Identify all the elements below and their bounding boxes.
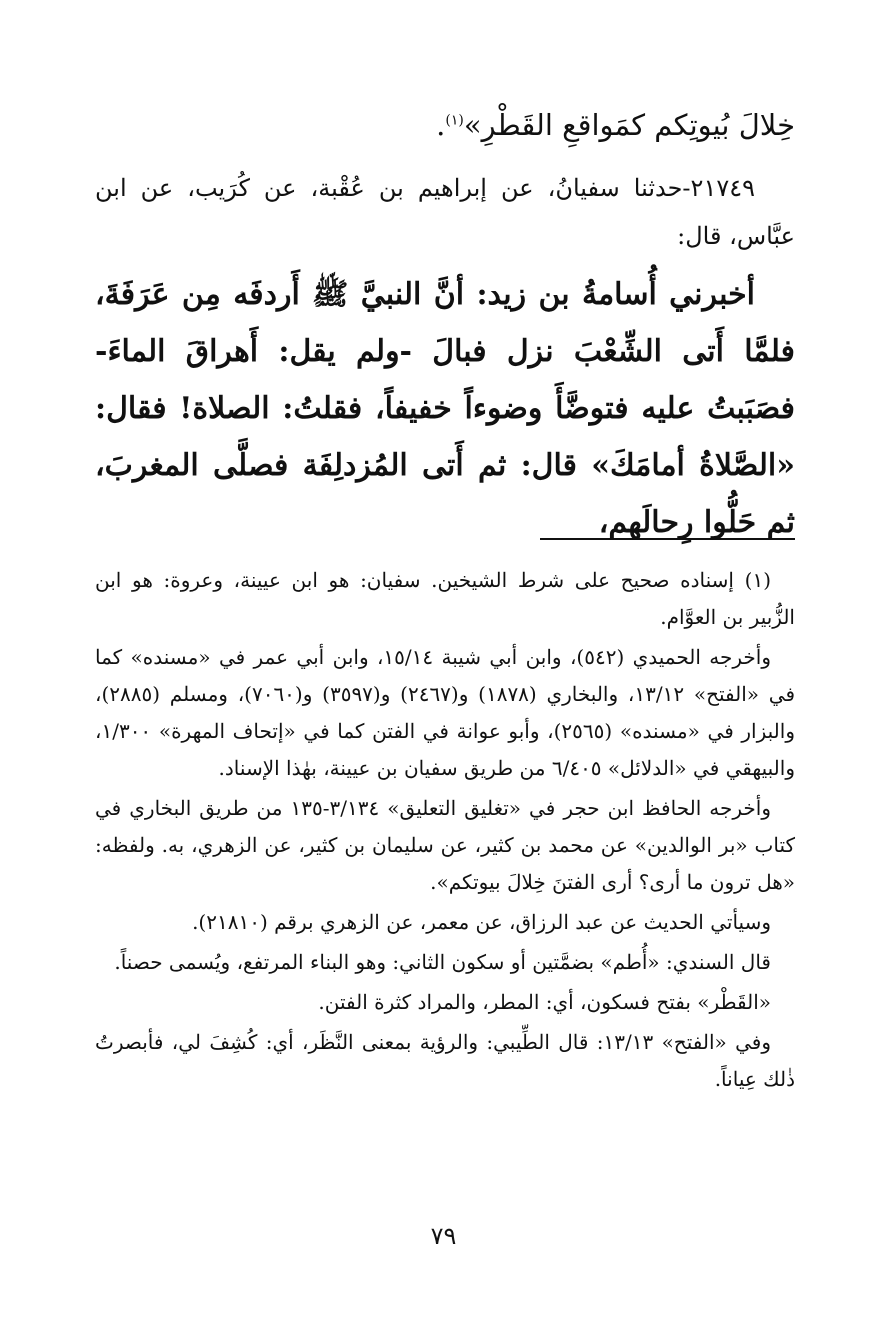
hadith-chain: ٢١٧٤٩-حدثنا سفيانُ، عن إبراهيم بن عُقْبة، عن كُرَيب، عن ابن عبَّاس، قال: (95, 174, 795, 250)
footnote-paragraph-qatr: «القَطْر» بفتح فسكون، أي: المطر، والمراد كثرة الفتن. (318, 990, 771, 1014)
footnote-divider (540, 538, 795, 540)
page-number: ٧٩ (430, 1222, 457, 1250)
footnote-1: (١) إسناده صحيح على شرط الشيخين. سفيان: هو ابن عيينة، وعروة: هو ابن الزُّبير بن العوَّام. (95, 568, 795, 629)
hadith-text: أخبرني أُسامةُ بن زيد: أنَّ النبيَّ ﷺ أَردفَه مِن عَرَفَةَ، فلمَّا أَتى الشِّعْبَ نزل فبالَ -ولم يقل: أَهراقَ الماءَ- فصَبَبتُ عليه فتوضَّأَ وضوءاً خفيفاً، فقلتُ: الصلاة! فقال: «الصَّلاةُ أمامَكَ» قال: ثم أَتى المُزدلِفَة فصلَّى المغربَ، ثم حَلُّوا رِحالَهم، (95, 277, 795, 540)
footnote-paragraph-takhrij: وأخرجه الحميدي (٥٤٢)، وابن أبي شيبة ١٥/١٤، وابن أبي عمر في «مسنده» كما في «الفتح» ١٣/١٢، والبخاري (١٨٧٨) و(٢٤٦٧) و(٣٥٩٧) و(٧٠٦٠)، ومسلم (٢٨٨٥)، والبزار في «مسنده» (٢٥٦٥)، وأبو عوانة في الفتن كما في «إتحاف المهرة» ١/٣٠٠، والبيهقي في «الدلائل» ٦/٤٠٥ من طريق سفيان بن عيينة، بهٰذا الإسناد. (95, 645, 796, 780)
continuation-period: . (436, 108, 446, 142)
footnote-reference: (١) (445, 112, 464, 129)
main-text (95, 96, 795, 551)
footnote-paragraph-sindi: قال السندي: «أُطم» بضمَّتين أو سكون الثاني: وهو البناء المرتفع، ويُسمى حصناً. (114, 950, 771, 974)
continuation-line (95, 96, 795, 154)
footnote-paragraph-ibn-hajar: وأخرجه الحافظ ابن حجر في «تغليق التعليق» ٣/١٣٤-١٣٥ من طريق البخاري في كتاب «بر الوالدين» عن محمد بن كثير، عن سليمان بن كثير، عن الزهري، به. ولفظه: «هل ترون ما أرى؟ أرى الفتنَ خِلالَ بيوتكم». (95, 796, 795, 894)
footnotes (95, 562, 795, 1101)
footnote-paragraph-fath: وفي «الفتح» ١٣/١٣: قال الطِّيبي: والرؤية بمعنى النَّظَر، أي: كُشِفَ لي، فأبصرتُ ذٰلك عِياناً. (95, 1030, 795, 1091)
continuation-text: خِلالَ بُيوتِكم كمَواقعِ القَطْرِ» (463, 108, 795, 142)
footnote-paragraph-cross-reference: وسيأتي الحديث عن عبد الرزاق، عن معمر، عن الزهري برقم (٢١٨١٠). (192, 910, 771, 934)
